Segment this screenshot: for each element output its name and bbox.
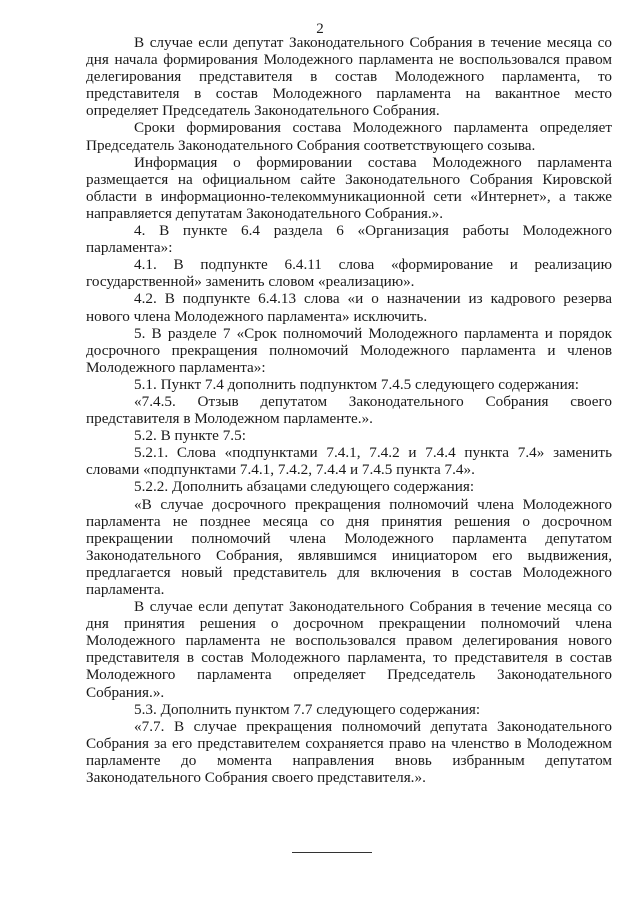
paragraph-information-publication: Информация о формировании состава Молодежного парламента размещается на официальном сайте Законодательного Собрания Кировской области в информационно-телекоммуникационной сети «Интернет», а также направляется депутатам Законодательного Собрания.». <box>86 153 612 222</box>
paragraph-item-7-7: «7.7. В случае прекращения полномочий депутата Законодательного Собрания за его представителем сохраняется право на членство в Молодежном парламенте до момента направления вновь избранным депутатом Законодательного Собрания своего представителя.». <box>86 717 612 787</box>
document-body <box>86 34 612 786</box>
paragraph-item-5-2-1: 5.2.1. Слова «подпунктами 7.4.1, 7.4.2 и 7.4.4 пункта 7.4» заменить словами «подпунктами 7.4.1, 7.4.2, 7.4.4 и 7.4.5 пункта 7.4». <box>86 444 612 479</box>
paragraph-item-5: 5. В разделе 7 «Срок полномочий Молодежного парламента и порядок досрочного прекращения полномочий Молодежного парламента и членов Молодежного парламента»: <box>86 324 612 376</box>
paragraph-item-4-1: 4.1. В подпункте 6.4.11 слова «формирование и реализацию государственной» заменить словом «реализацию». <box>86 256 612 291</box>
paragraph-early-termination: «В случае досрочного прекращения полномочий члена Молодежного парламента не позднее месяца со дня принятия решения о досрочном прекращении полномочий члена Молодежного парламента депутатом Законодательного Собрания, являвшимся инициатором его выдвижения, предлагается новый представитель для включения в состав Молодежного парламента. <box>86 495 612 598</box>
paragraph-item-5-2: 5.2. В пункте 7.5: <box>134 427 246 445</box>
paragraph-formation-deadlines: Сроки формирования состава Молодежного парламента определяет Председатель Законодательного Собрания соответствующего созыва. <box>86 119 612 154</box>
paragraph-item-5-1: 5.1. Пункт 7.4 дополнить подпунктом 7.4.5 следующего содержания: <box>134 375 579 393</box>
paragraph-vacancy-appointment: В случае если депутат Законодательного Собрания в течение месяца со дня начала формирования Молодежного парламента не воспользовался правом делегирования представителя в состав Молодежного парламента, то представителя в состав Молодежного парламента на вакантное место определяет Председатель Законодательного Собрания. <box>86 34 612 120</box>
paragraph-item-4: 4. В пункте 6.4 раздела 6 «Организация работы Молодежного парламента»: <box>86 222 612 257</box>
paragraph-item-5-2-2: 5.2.2. Дополнить абзацами следующего содержания: <box>134 478 475 496</box>
paragraph-new-representative: В случае если депутат Законодательного Собрания в течение месяца со дня принятия решения о досрочном прекращении полномочий члена Молодежного парламента не воспользовался правом делегирования нового представителя в состав Молодежного парламента, то представителя в состав Молодежного парламента определяет Председатель Законодательного Собрания.». <box>86 598 612 701</box>
closing-divider <box>292 852 372 853</box>
paragraph-item-5-3: 5.3. Дополнить пунктом 7.7 следующего содержания: <box>134 700 481 718</box>
paragraph-item-4-2: 4.2. В подпункте 6.4.13 слова «и о назначении из кадрового резерва нового члена Молодежного парламента» исключить. <box>86 290 612 325</box>
paragraph-subitem-7-4-5: «7.4.5. Отзыв депутатом Законодательного Собрания своего представителя в Молодежном парламенте.». <box>86 392 612 428</box>
page-number: 2 <box>316 21 324 37</box>
